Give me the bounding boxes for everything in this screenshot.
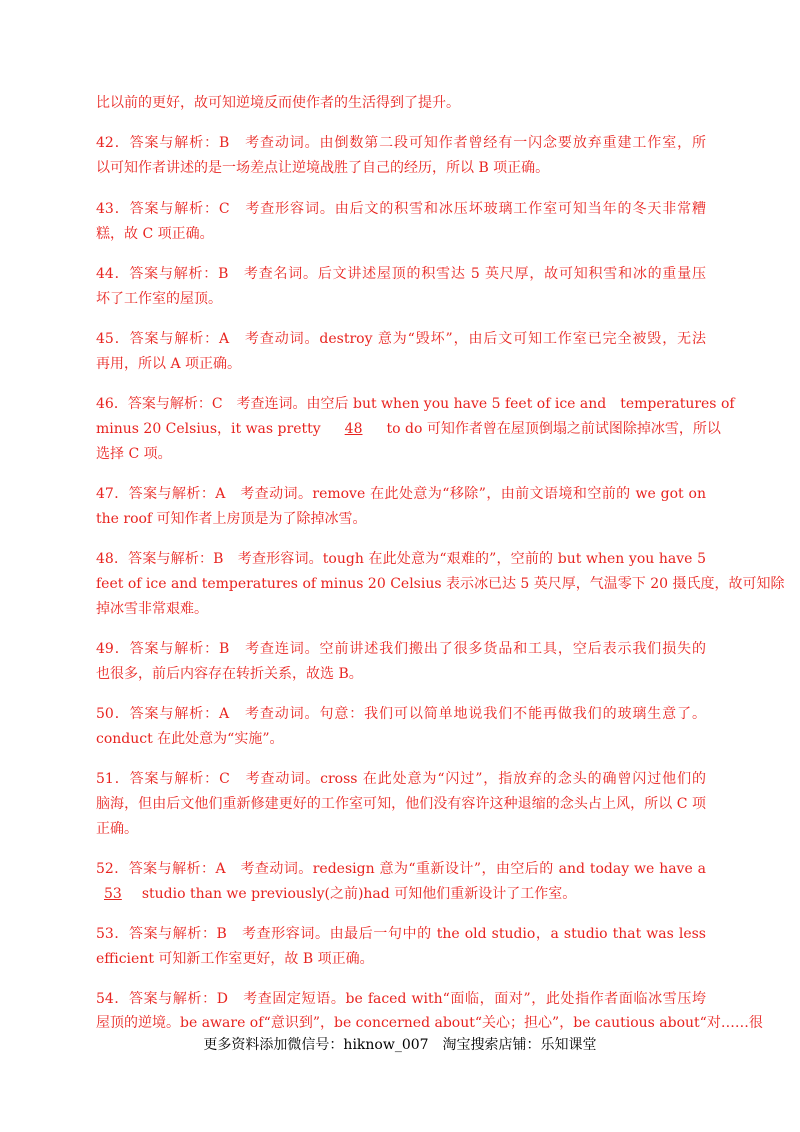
- answer-46-line-2: [96, 419, 721, 439]
- text-fragment: minus 20 Celsius，it was pretty: [96, 421, 321, 437]
- answer-54-line-2: 屋顶的逆境。be aware of“意识到”，be concerned about“关心；担心”，be cautious about“对……很: [96, 1015, 763, 1031]
- answer-45-line-2: 再用，所以 A 项正确。: [96, 356, 242, 372]
- blank-number: 48: [344, 421, 363, 437]
- answer-44-line-1: 44．答案与解析：B 考查名词。后文讲述屋顶的积雪达 5 英尺厚，故可知积雪和冰的重量压: [96, 266, 706, 282]
- answer-53-line-2: efficient 可知新工作室更好，故 B 项正确。: [96, 951, 374, 967]
- answer-43-line-2: 糕，故 C 项正确。: [96, 226, 214, 242]
- answer-45-line-1: 45．答案与解析：A 考查动词。destroy 意为“毁坏”，由后文可知工作室已完全被毁，无法: [96, 331, 706, 347]
- answer-48-line-1: 48．答案与解析：B 考查形容词。tough 在此处意为“艰难的”，空前的 but when you have 5: [96, 551, 706, 567]
- answer-54-line-1: 54．答案与解析：D 考查固定短语。be faced with“面临，面对”，此处指作者面临冰雪压垮: [96, 991, 706, 1007]
- text-fragment: studio than we previously(之前)had 可知他们重新设计了工作室。: [141, 886, 577, 902]
- answer-51-line-2: 脑海，但由后文他们重新修建更好的工作室可知，他们没有容许这种退缩的念头占上风，所以 C 项: [96, 796, 706, 812]
- answer-50-line-1: 50．答案与解析：A 考查动词。句意：我们可以简单地说我们不能再做我们的玻璃生意了。: [96, 706, 706, 722]
- answer-53-line-1: 53．答案与解析：B 考查形容词。由最后一句中的 the old studio，a studio that was less: [96, 926, 706, 942]
- blank-number: 53: [104, 886, 122, 902]
- answer-46-line-3: 选择 C 项。: [96, 446, 172, 462]
- answer-47-line-1: 47．答案与解析：A 考查动词。remove 在此处意为“移除”，由前文语境和空前的 we got on: [96, 486, 706, 502]
- answer-49-line-1: 49．答案与解析：B 考查连词。空前讲述我们搬出了很多货品和工具，空后表示我们损失的: [96, 641, 706, 657]
- answer-49-line-2: 也很多，前后内容存在转折关系，故选 B。: [96, 666, 363, 682]
- answer-52-line-2: [96, 884, 576, 904]
- answer-52-line-1: 52．答案与解析：A 考查动词。redesign 意为“重新设计”，由空后的 and today we have a: [96, 861, 706, 877]
- answer-42-line-1: 42．答案与解析：B 考查动词。由倒数第二段可知作者曾经有一闪念要放弃重建工作室，所: [96, 135, 706, 151]
- page-footer: 更多资料添加微信号：hiknow_007 淘宝搜索店铺：乐知课堂: [203, 1037, 597, 1053]
- answer-50-line-2: conduct 在此处意为“实施”。: [96, 731, 284, 747]
- answer-44-line-2: 坏了工作室的屋顶。: [96, 291, 222, 307]
- answer-43-line-1: 43．答案与解析：C 考查形容词。由后文的积雪和冰压坏玻璃工作室可知当年的冬天非常糟: [96, 201, 706, 217]
- answer-51-line-1: 51．答案与解析：C 考查动词。cross 在此处意为“闪过”，指放弃的念头的确曾闪过他们的: [96, 771, 706, 787]
- answer-48-line-3: 掉冰雪非常艰难。: [96, 601, 208, 617]
- answer-48-line-2: feet of ice and temperatures of minus 20 Celsius 表示冰已达 5 英尺厚，气温零下 20 摄氏度，故可知除: [96, 576, 785, 592]
- text-line: 比以前的更好，故可知逆境反而使作者的生活得到了提升。: [96, 95, 460, 111]
- text-fragment: to do 可知作者曾在屋顶倒塌之前试图除掉冰雪，所以: [386, 421, 721, 437]
- answer-42-line-2: 以可知作者讲述的是一场差点让逆境战胜了自己的经历，所以 B 项正确。: [96, 160, 550, 176]
- answer-47-line-2: the roof 可知作者上房顶是为了除掉冰雪。: [96, 511, 367, 527]
- answer-51-line-3: 正确。: [96, 821, 138, 837]
- answer-46-line-1: 46．答案与解析：C 考查连词。由空后 but when you have 5 feet of ice and temperatures of: [96, 396, 735, 412]
